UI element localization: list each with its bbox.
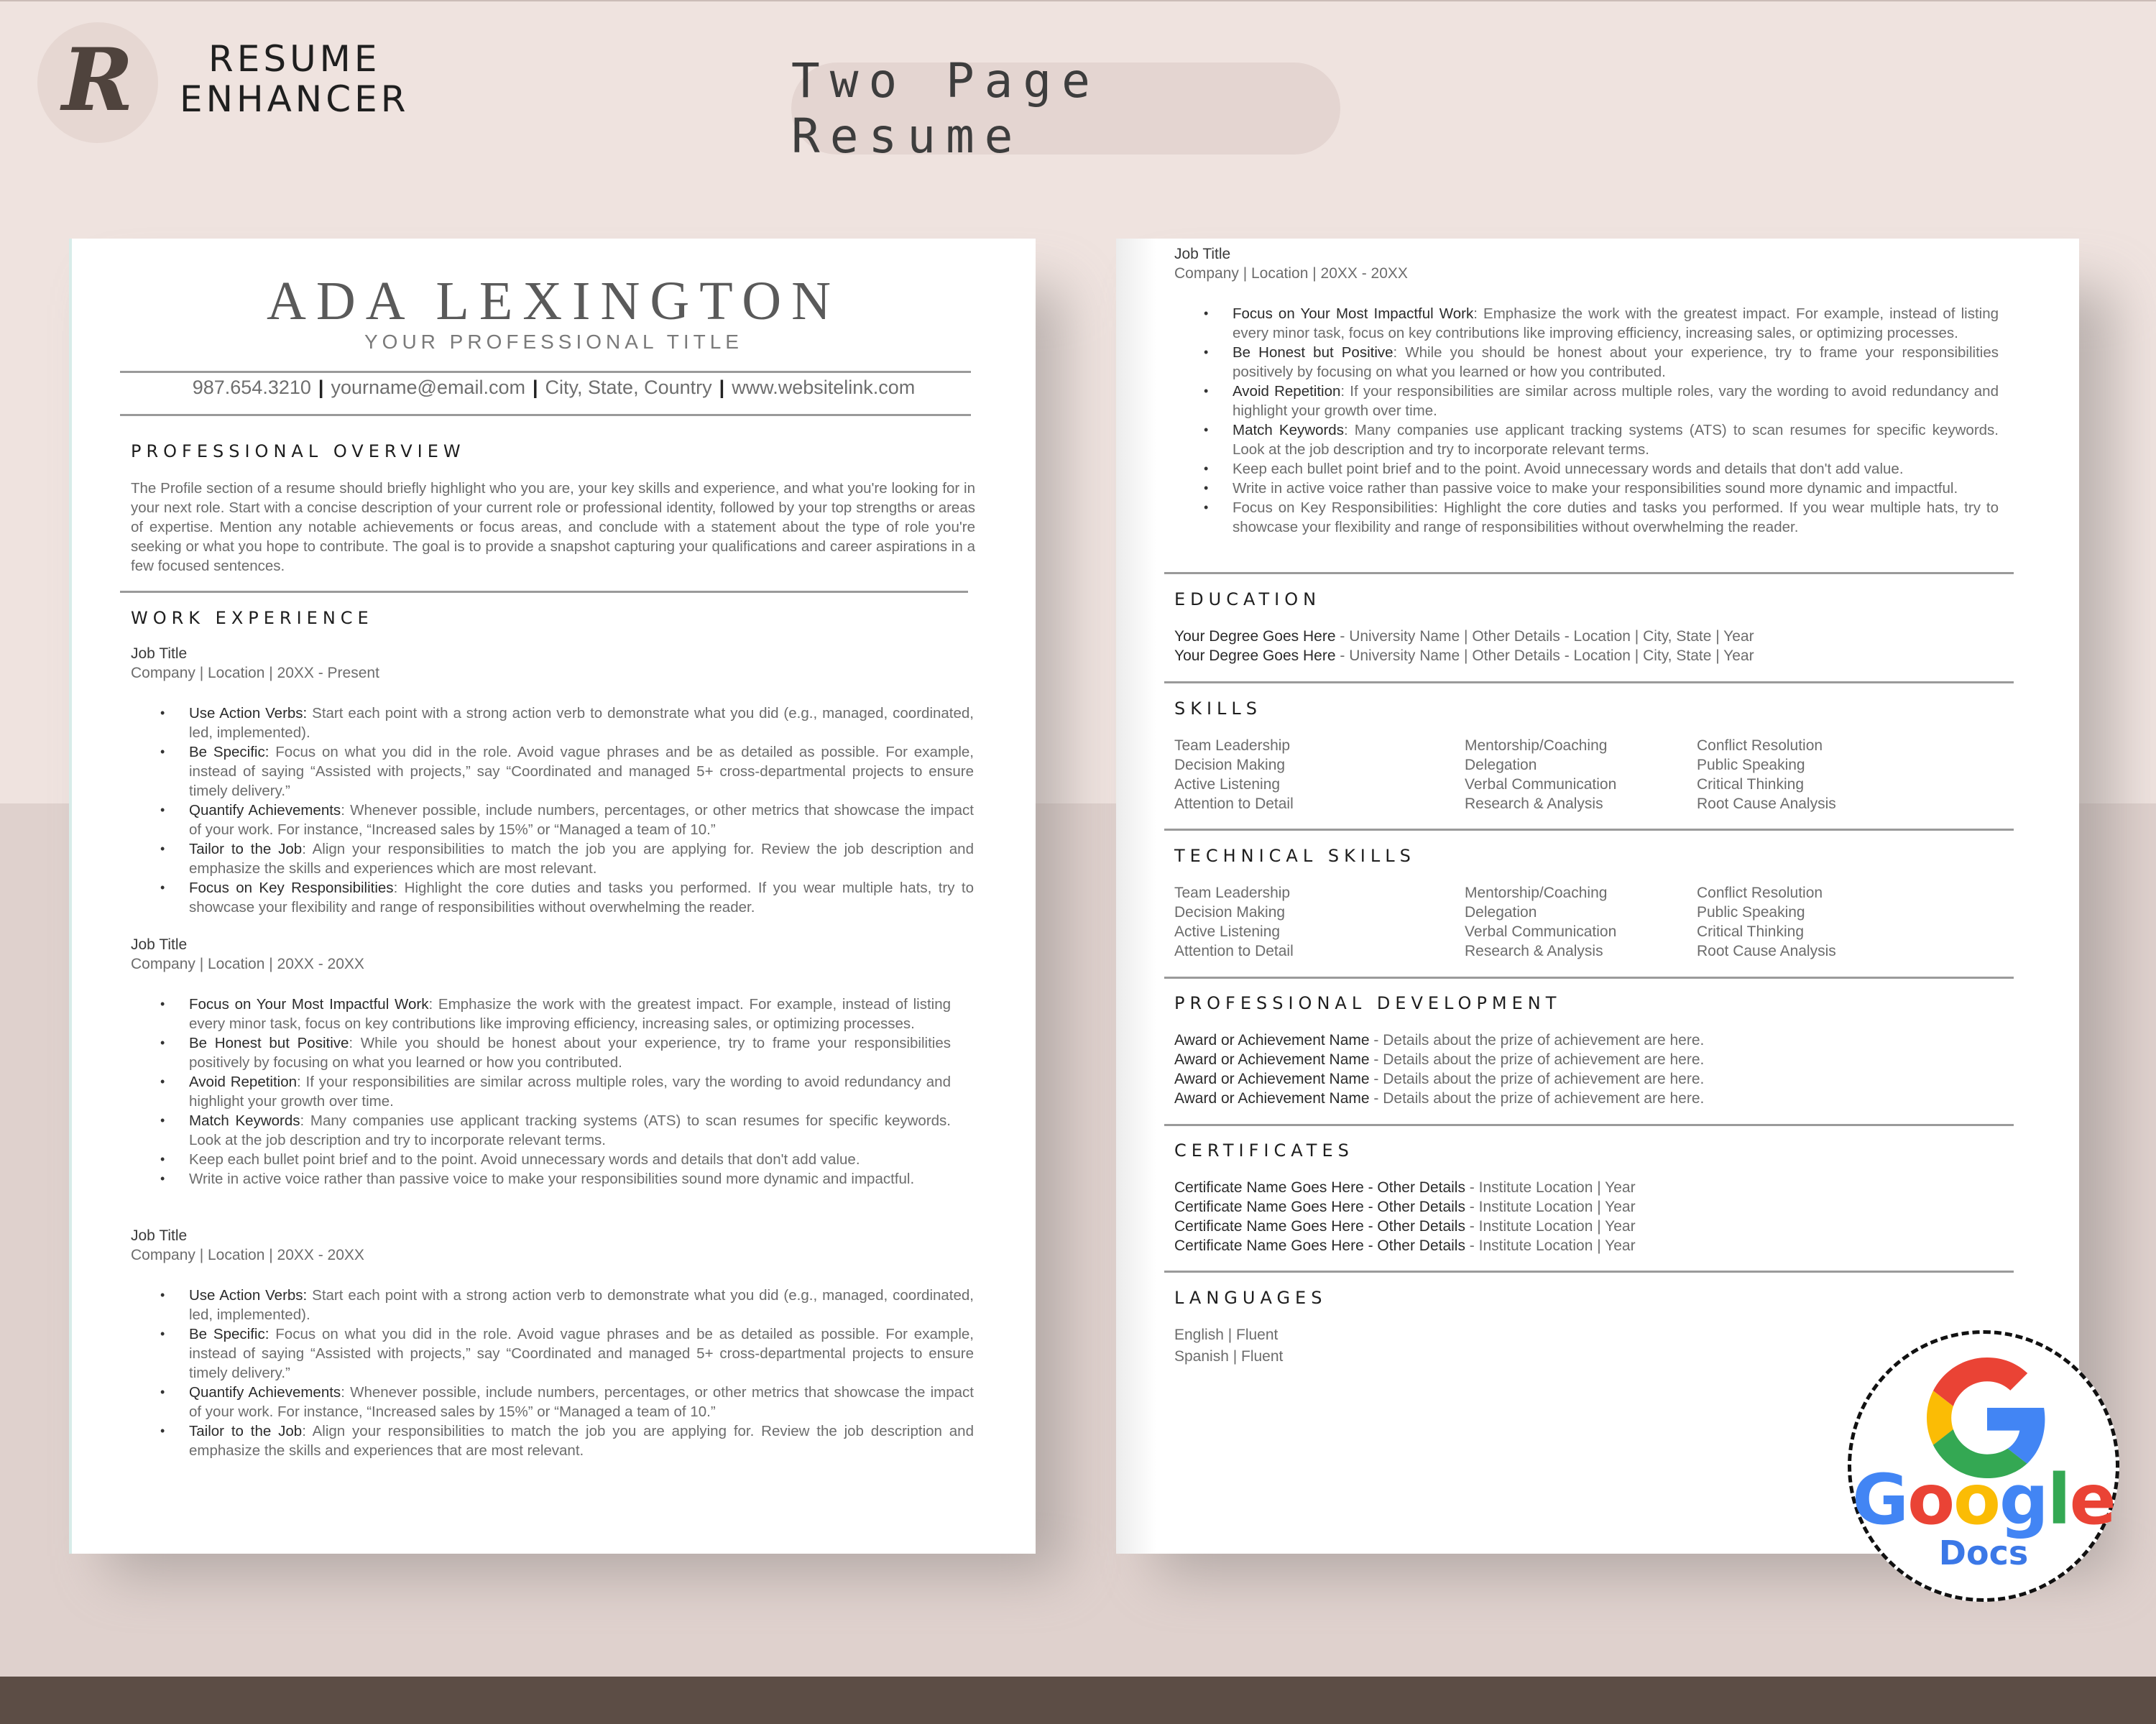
bullet-item — [1233, 343, 1999, 382]
divider — [1164, 829, 2014, 831]
skill-item: Public Speaking — [1697, 904, 1805, 921]
bullet-label: Focus on Your Most Impactful Work — [189, 996, 429, 1013]
bullet-label: Quantify Achievements — [189, 1384, 341, 1401]
bullet-label: Use Action Verbs: — [189, 1287, 308, 1304]
skill-item: Conflict Resolution — [1697, 885, 1823, 901]
divider — [120, 591, 968, 593]
education-item: Your Degree Goes Here - University Name | Other Details - Location | City, State | Year — [1174, 647, 1754, 664]
background-footer-bar — [0, 1677, 2156, 1724]
section-heading-certificates: CERTIFICATES — [1174, 1140, 1354, 1161]
skill-item: Delegation — [1465, 757, 1537, 773]
job-meta: Company | Location | 20XX - 20XX — [131, 1247, 364, 1263]
contact-email: yourname@email.com — [331, 377, 525, 398]
skills-column — [1174, 883, 1294, 961]
skill-item: Attention to Detail — [1174, 943, 1294, 959]
brand-name — [180, 39, 409, 119]
skill-item: Delegation — [1465, 904, 1537, 921]
docs-label: Docs — [1938, 1534, 2029, 1572]
google-wordmark — [1851, 1460, 2116, 1540]
skill-item: Verbal Communication — [1465, 923, 1617, 940]
section-heading-technical-skills: TECHNICAL SKILLS — [1174, 846, 1416, 866]
bullet-label: Use Action Verbs: — [189, 705, 308, 722]
bullet-label: Focus on Key Responsibilities — [189, 880, 394, 896]
skill-item: Research & Analysis — [1465, 943, 1603, 959]
bullet-item — [189, 1169, 951, 1189]
bullet-item — [189, 1150, 951, 1169]
bullet-text: Write in active voice rather than passive voice to make your responsibilities sound more dynamic and impactful. — [1233, 480, 1958, 497]
bullet-item — [189, 704, 974, 742]
bullet-label: Avoid Repetition — [1233, 383, 1341, 400]
bullet-item — [1233, 498, 1999, 537]
google-letter: g — [1999, 1460, 2047, 1540]
skill-item: Attention to Detail — [1174, 796, 1294, 812]
job-title: Job Title — [131, 936, 188, 953]
bullet-label: Be Honest but Positive — [189, 1035, 349, 1051]
bullet-text: : While you should be honest about your experience, try to frame your responsibilities positively by focusing on what you learned or how you contributed. — [189, 1035, 951, 1071]
skill-item: Root Cause Analysis — [1697, 796, 1836, 812]
bullet-text: : While you should be honest about your experience, try to frame your responsibilities positively by focusing on what you learned or how you contributed. — [1233, 344, 1999, 380]
divider — [1164, 1271, 2014, 1273]
google-docs-badge — [1848, 1330, 2119, 1602]
bullet-item — [189, 1324, 974, 1383]
brand-logo — [37, 22, 158, 143]
skills-column — [1465, 883, 1616, 961]
bullet-item — [189, 801, 974, 839]
skill-item: Active Listening — [1174, 923, 1281, 940]
contact-line — [72, 377, 1036, 399]
bullet-text: : Whenever possible, include numbers, percentages, or other metrics that showcase the impact of your work. For instance, “Increased sales by 15%” or “Managed a team of 10.” — [189, 1384, 974, 1420]
skill-item: Team Leadership — [1174, 737, 1291, 754]
job-title: Job Title — [131, 645, 188, 662]
skill-item: Public Speaking — [1697, 757, 1805, 773]
separator: | — [318, 377, 324, 398]
bullet-item — [189, 1111, 951, 1150]
skill-item: Root Cause Analysis — [1697, 943, 1836, 959]
bullet-item — [189, 1286, 974, 1324]
job-bullets — [189, 995, 951, 1189]
section-heading-languages: LANGUAGES — [1174, 1288, 1327, 1308]
professional-title: YOUR PROFESSIONAL TITLE — [364, 331, 743, 353]
separator: | — [532, 377, 538, 398]
skill-item: Conflict Resolution — [1697, 737, 1823, 754]
google-letter: o — [1907, 1460, 1954, 1540]
certificate-item: Certificate Name Goes Here - Other Details - Institute Location | Year — [1174, 1237, 1636, 1254]
job-bullets — [189, 704, 974, 917]
bullet-item — [189, 1383, 974, 1421]
bullet-label: Be Specific: — [189, 744, 270, 760]
job-bullets — [189, 1286, 974, 1460]
bullet-text: : Many companies use applicant tracking systems (ATS) to scan resumes for specific keywords. Look at the job description and try to incorporate relevant terms. — [1233, 422, 1999, 458]
bullet-item — [189, 839, 974, 878]
banner-title: Two Page Resume — [791, 63, 1340, 155]
bullet-text: : Whenever possible, include numbers, percentages, or other metrics that showcase the impact of your work. For instance, “Increased sales by 15%” or “Managed a team of 10.” — [189, 802, 974, 838]
bullet-label: Match Keywords — [1233, 422, 1344, 438]
bullet-item — [1233, 459, 1999, 479]
divider — [1164, 681, 2014, 683]
job-bullets — [1233, 304, 1999, 537]
certificate-item: Certificate Name Goes Here - Other Details - Institute Location | Year — [1174, 1179, 1636, 1196]
bullet-item — [189, 1072, 951, 1111]
overview-text: The Profile section of a resume should briefly highlight who you are, your key skills and experience, and what you're looking for in your next role. Start with a concise description of your current role or professional identity, followed by your top strengths or areas of expertise. Mention any notable achievements or focus areas, and conclude with a statement about the type of role you're seeking or what you hope to contribute. The goal is to provide a snapshot capturing your qualifications and career aspirations in a few focused sentences. — [131, 480, 975, 574]
certificate-item: Certificate Name Goes Here - Other Details - Institute Location | Year — [1174, 1199, 1636, 1215]
google-letter: e — [2069, 1460, 2115, 1540]
bullet-label: Match Keywords — [189, 1112, 300, 1129]
bullet-item — [1233, 382, 1999, 420]
bullet-item — [1233, 304, 1999, 343]
top-divider — [0, 0, 2156, 1]
brand-logo-letter: R — [62, 29, 134, 131]
bullet-text: Focus on what you did in the role. Avoid vague phrases and be as detailed as possible. For example, instead of saying “Assisted with projects,” say “Coordinated and managed 5+ cross-departmental projects to ensure timely delivery.” — [189, 1326, 974, 1381]
development-item: Award or Achievement Name - Details about the prize of achievement are here. — [1174, 1090, 1705, 1107]
bullet-text: Start each point with a strong action verb to demonstrate what you did (e.g., managed, coordinated, led, implemented). — [189, 705, 974, 741]
divider — [1164, 977, 2014, 979]
section-heading-work: WORK EXPERIENCE — [131, 608, 374, 628]
bullet-text: Start each point with a strong action verb to demonstrate what you did (e.g., managed, coordinated, led, implemented). — [189, 1287, 974, 1323]
bullet-text: Focus on Key Responsibilities: Highlight the core duties and tasks you performed. If you wear multiple hats, try to showcase your flexibility and range of responsibilities without overwhelming the reader. — [1233, 499, 1999, 535]
bullet-text: : Align your responsibilities to match the job you are applying for. Review the job description and emphasize the skills and experiences that are most relevant. — [189, 1423, 974, 1459]
skill-item: Mentorship/Coaching — [1465, 737, 1608, 754]
bullet-item — [1233, 479, 1999, 498]
bullet-text: Keep each bullet point brief and to the point. Avoid unnecessary words and details that don't add value. — [1233, 461, 1904, 477]
bullet-item — [189, 742, 974, 801]
bullet-text: Focus on what you did in the role. Avoid vague phrases and be as detailed as possible. For example, instead of saying “Assisted with projects,” say “Coordinated and managed 5+ cross-departmental projects to ensure timely delivery.” — [189, 744, 974, 799]
bullet-label: Be Honest but Positive — [1233, 344, 1393, 361]
skill-item: Active Listening — [1174, 776, 1281, 793]
bullet-text: : If your responsibilities are similar across multiple roles, vary the wording to avoid redundancy and highlight your growth over time. — [1233, 383, 1999, 419]
skills-column — [1697, 883, 1836, 961]
contact-website: www.websitelink.com — [732, 377, 916, 398]
bullet-item — [189, 1421, 974, 1460]
candidate-name: ADA LEXINGTON — [266, 271, 842, 331]
bullet-item — [189, 878, 974, 917]
bullet-item — [189, 995, 951, 1033]
bullet-text: : Emphasize the work with the greatest impact. For example, instead of listing every minor task, focus on key contributions like improving efficiency, increasing sales, or optimizing processes. — [1233, 305, 1999, 341]
contact-phone: 987.654.3210 — [192, 377, 311, 398]
job-meta: Company | Location | 20XX - Present — [131, 665, 379, 681]
resume-page-1 — [69, 239, 1036, 1554]
contact-location: City, State, Country — [545, 377, 712, 398]
certificate-item: Certificate Name Goes Here - Other Details - Institute Location | Year — [1174, 1218, 1636, 1235]
skill-item: Verbal Communication — [1465, 776, 1617, 793]
skills-column — [1174, 736, 1294, 813]
skills-column — [1465, 736, 1616, 813]
section-heading-development: PROFESSIONAL DEVELOPMENT — [1174, 993, 1562, 1013]
skill-item: Decision Making — [1174, 904, 1286, 921]
bullet-label: Avoid Repetition — [189, 1074, 298, 1090]
divider — [120, 414, 971, 416]
bullet-text: : Many companies use applicant tracking systems (ATS) to scan resumes for specific keywords. Look at the job description and try to incorporate relevant terms. — [189, 1112, 951, 1148]
development-item: Award or Achievement Name - Details about the prize of achievement are here. — [1174, 1032, 1705, 1048]
bullet-text: : Highlight the core duties and tasks you performed. If you wear multiple hats, try to showcase your flexibility and range of responsibilities without overwhelming the reader. — [189, 880, 974, 916]
skill-item: Mentorship/Coaching — [1465, 885, 1608, 901]
divider — [1164, 572, 2014, 574]
language-item: English | Fluent — [1174, 1327, 1279, 1343]
bullet-text: Keep each bullet point brief and to the point. Avoid unnecessary words and details that don't add value. — [189, 1151, 860, 1168]
bullet-text: : Align your responsibilities to match the job you are applying for. Review the job description and emphasize the skills and experiences which are most relevant. — [189, 841, 974, 877]
job-title: Job Title — [1174, 246, 1231, 262]
separator: | — [719, 377, 725, 398]
skills-column — [1697, 736, 1836, 813]
skill-item: Research & Analysis — [1465, 796, 1603, 812]
page-edge-shade — [1116, 239, 1156, 1554]
skill-item: Critical Thinking — [1697, 923, 1804, 940]
bullet-text: Write in active voice rather than passive voice to make your responsibilities sound more dynamic and impactful. — [189, 1171, 915, 1187]
language-item: Spanish | Fluent — [1174, 1348, 1284, 1365]
job-meta: Company | Location | 20XX - 20XX — [131, 956, 364, 972]
bullet-text: : Emphasize the work with the greatest impact. For example, instead of listing every minor task, focus on key contributions like improving efficiency, increasing sales, or optimizing processes. — [189, 996, 951, 1032]
skill-item: Team Leadership — [1174, 885, 1291, 901]
bullet-label: Tailor to the Job — [189, 841, 303, 857]
development-item: Award or Achievement Name - Details about the prize of achievement are here. — [1174, 1051, 1705, 1068]
section-heading-education: EDUCATION — [1174, 589, 1322, 609]
skill-item: Critical Thinking — [1697, 776, 1804, 793]
divider — [1164, 1124, 2014, 1126]
bullet-text: : If your responsibilities are similar across multiple roles, vary the wording to avoid redundancy and highlight your growth over time. — [189, 1074, 951, 1110]
education-item: Your Degree Goes Here - University Name | Other Details - Location | City, State | Year — [1174, 628, 1754, 645]
bullet-label: Tailor to the Job — [189, 1423, 303, 1439]
bullet-label: Quantify Achievements — [189, 802, 341, 819]
divider — [120, 371, 971, 373]
brand-name-line2: ENHANCER — [180, 78, 410, 120]
job-title: Job Title — [131, 1227, 188, 1244]
section-heading-overview: PROFESSIONAL OVERVIEW — [131, 441, 466, 461]
skill-item: Decision Making — [1174, 757, 1286, 773]
bullet-item — [189, 1033, 951, 1072]
section-heading-skills: SKILLS — [1174, 699, 1263, 719]
bullet-label: Be Specific: — [189, 1326, 270, 1342]
bullet-label: Focus on Your Most Impactful Work — [1233, 305, 1474, 322]
google-letter: G — [1852, 1460, 1908, 1540]
brand-name-line1: RESUME — [208, 38, 381, 80]
job-meta: Company | Location | 20XX - 20XX — [1174, 265, 1408, 282]
bullet-item — [1233, 420, 1999, 459]
development-item: Award or Achievement Name - Details about the prize of achievement are here. — [1174, 1071, 1705, 1087]
google-letter: l — [2047, 1460, 2070, 1540]
google-letter: o — [1953, 1460, 1999, 1540]
